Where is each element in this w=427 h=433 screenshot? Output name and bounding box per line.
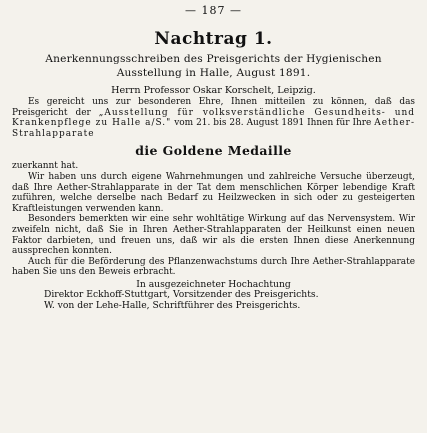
closing-salutation: In ausgezeichneter Hochachtung xyxy=(136,278,291,290)
paragraph-announcement xyxy=(12,97,415,139)
subtitle-line-1: Anerkennungsschreiben des Preisgerichts der Hygienischen xyxy=(45,53,382,65)
subtitle-line-2: Ausstellung in Halle, August 1891. xyxy=(116,67,311,79)
document-title: Nachtrag 1. xyxy=(154,29,273,49)
signature-chairman: Direktor Eckhoff-Stuttgart, Vorsitzender des Preisgerichts. xyxy=(44,288,319,300)
announcement-dates: vom 21. bis 28. August 1891 Ihnen für Ihre xyxy=(174,118,372,129)
paragraph-plant-growth: Auch für die Beförderung des Pflanzenwachstums durch Ihre Aether-Strahlapparate haben Sie uns den Beweis erbracht. xyxy=(12,256,415,278)
document-subtitle xyxy=(12,52,415,80)
exhibition-name: „Ausstellung für volksverständliche Gesundheits- und Krankenpflege zu Halle a/S." xyxy=(12,107,415,129)
awarded-line: zuerkannt hat. xyxy=(12,161,79,172)
gold-medal-heading: die Goldene Medaille xyxy=(135,143,292,159)
paragraph-nervous-system: Besonders bemerkten wir eine sehr wohltätige Wirkung auf das Nervensystem. Wir zweifeln nicht, daß Sie in Ihren Aether-Strahlapparaten der Heilkunst einen neuen Faktor darbieten, und freuen uns, daß wir als die ersten Ihnen diese Anerkennung aussprechen konnten. xyxy=(12,214,415,257)
page-number: — 187 — xyxy=(185,4,242,17)
paragraph-experiments: Wir haben uns durch eigene Wahrnehmungen und zahlreiche Versuche überzeugt, daß Ihre Aether-Strahlapparate in der Tat dem menschlichen Körper lebendige Kraft zuführen, welche derselbe nach Bedarf zu Heilzwecken in sich oder zu gesteigerten Kraftleistungen verwenden kann. xyxy=(12,171,415,214)
announcement-text-a: Es gereicht uns zur besonderen Ehre, Ihnen mitteilen zu können, daß das Preisgericht der xyxy=(12,97,415,118)
apparatus-name: Aether-Strahlapparate xyxy=(12,118,415,139)
signature-secretary: W. von der Lehe-Halle, Schriftführer des Preisgerichts. xyxy=(44,299,301,311)
addressee-line: Herrn Professor Oskar Korschelt, Leipzig. xyxy=(111,85,316,96)
